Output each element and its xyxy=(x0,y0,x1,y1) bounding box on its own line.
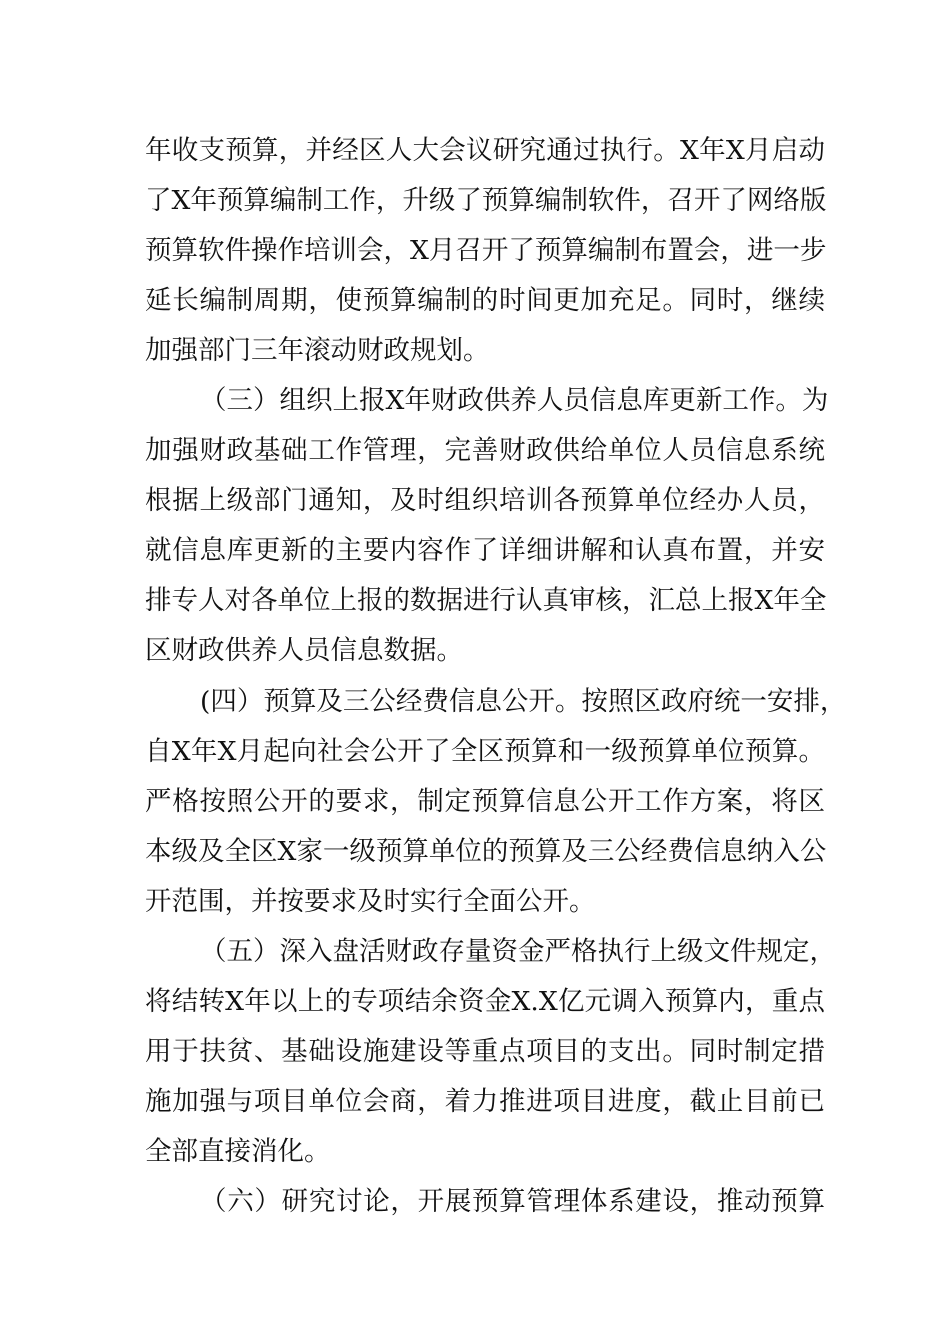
paragraph-line: 区财政供养人员信息数据。 xyxy=(145,635,463,666)
section-heading-line: （五）深入盘活财政存量资金严格执行上级文件规定， xyxy=(200,936,836,967)
paragraph-line: 开范围，并按要求及时实行全面公开。 xyxy=(145,886,596,917)
paragraph-line: 延长编制周期，使预算编制的时间更加充足。同时，继续 xyxy=(145,285,825,316)
paragraph-line: 年收支预算，并经区人大会议研究通过执行。X年X月启动 xyxy=(145,135,825,166)
paragraph-line: 加强部门三年滚动财政规划。 xyxy=(145,335,490,366)
section-heading-line: （三）组织上报X年财政供养人员信息库更新工作。为 xyxy=(200,385,829,416)
paragraph-line: 严格按照公开的要求，制定预算信息公开工作方案，将区 xyxy=(145,786,825,817)
paragraph-line: 了X年预算编制工作，升级了预算编制软件，召开了网络版 xyxy=(145,185,827,216)
paragraph-line: 本级及全区X家一级预算单位的预算及三公经费信息纳入公 xyxy=(145,836,827,867)
paragraph-line: 将结转X年以上的专项结余资金X.X亿元调入预算内，重点 xyxy=(145,986,825,1017)
paragraph-line: 预算软件操作培训会，X月召开了预算编制布置会，进一步 xyxy=(145,235,827,266)
section-heading-line: （六）研究讨论，开展预算管理体系建设，推动预算 xyxy=(200,1186,825,1217)
paragraph-line: 用于扶贫、基础设施建设等重点项目的支出。同时制定措 xyxy=(145,1036,825,1067)
paragraph-line: 加强财政基础工作管理，完善财政供给单位人员信息系统 xyxy=(145,435,825,466)
paragraph-line: 施加强与项目单位会商，着力推进项目进度，截止目前已 xyxy=(145,1086,825,1117)
paragraph-line: 全部直接消化。 xyxy=(145,1136,331,1167)
paragraph-line: 就信息库更新的主要内容作了详细讲解和认真布置，并安 xyxy=(145,535,825,566)
section-heading-line: (四）预算及三公经费信息公开。按照区政府统一安排， xyxy=(200,686,847,717)
paragraph-line: 排专人对各单位上报的数据进行认真审核，汇总上报X年全 xyxy=(145,585,827,616)
paragraph-line: 自X年X月起向社会公开了全区预算和一级预算单位预算。 xyxy=(145,736,825,767)
paragraph-line: 根据上级部门通知，及时组织培训各预算单位经办人员， xyxy=(145,485,825,516)
